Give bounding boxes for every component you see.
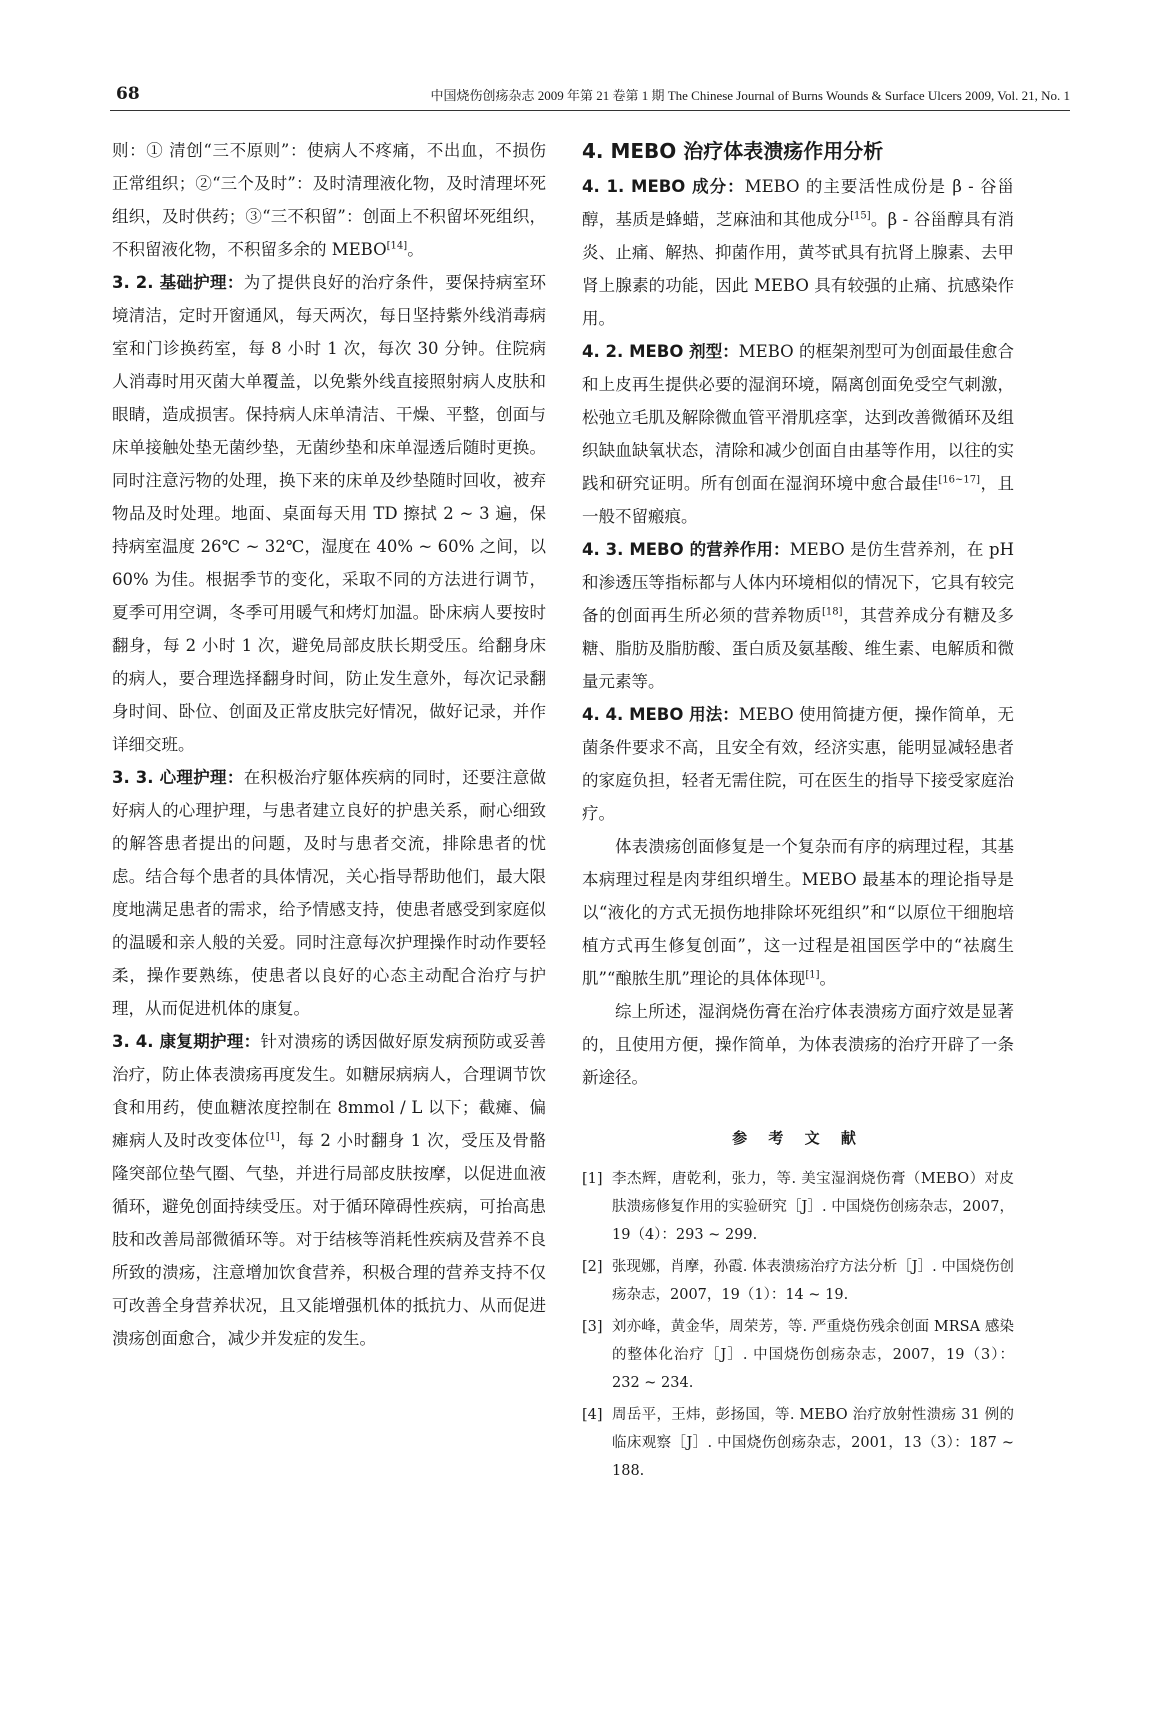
- paragraph-principles: [112, 134, 546, 266]
- left-column: [112, 134, 546, 1355]
- paragraph-text: ，每 2 小时翻身 1 次，受压及骨骼隆突部位垫气圈、气垫，并进行局部皮肤按摩，以促进血液循环，避免创面持续受压。对于循环障碍性疾病，可抬高患肢和改善局部微循环等。对于结核等消耗性疾病及营养不良所致的溃疡，注意增加饮食营养，积极合理的营养支持不仅可改善全身营养状况，且又能增强机体的抵抗力、从而促进溃疡创面愈合，减少并发症的发生。: [112, 1131, 546, 1348]
- right-column: [582, 134, 1014, 1489]
- references-heading: 参 考 文 献: [732, 1129, 864, 1147]
- reference-text: 张现娜，肖摩，孙霞. 体表溃疡治疗方法分析［J］. 中国烧伤创疡杂志，2007，19（1）：14 ~ 19.: [612, 1259, 1014, 1303]
- subsection-title: 3. 4. 康复期护理：: [112, 1032, 261, 1051]
- citation: [16~17]: [938, 474, 981, 486]
- paragraph-text: ，且一般不留瘢痕。: [582, 474, 1015, 526]
- paragraph-tail: 。: [819, 969, 836, 988]
- paragraph-text: MEBO 是仿生营养剂，在 pH 和渗透压等指标都与人体内环境相似的情况下，它具有较完备的创面再生所必须的营养物质: [582, 540, 1014, 625]
- citation: [1]: [805, 969, 820, 981]
- reference-text: 李杰辉，唐乾利，张力，等. 美宝湿润烧伤膏（MEBO）对皮肤溃疡修复作用的实验研究［J］. 中国烧伤创疡杂志，2007，19（4）：293 ~ 299.: [612, 1171, 1014, 1243]
- subsection-title: 4. 2. MEBO 剂型：: [582, 342, 739, 361]
- citation: [18]: [822, 606, 843, 618]
- reference-item: [582, 1165, 1014, 1249]
- paragraph-text: 为了提供良好的治疗条件，要保持病室环境清洁，定时开窗通风，每天两次，每日坚持紫外线消毒病室和门诊换药室，每 8 小时 1 次，每次 30 分钟。住院病人消毒时用灭菌大单覆盖，以免紫外线直接照射病人皮肤和眼睛，造成损害。保持病人床单清洁、干燥、平整，创面与床单接触处垫无菌纱垫，无菌纱垫和床单湿透后随时更换。同时注意污物的处理，换下来的床单及纱垫随时回收，被弃物品及时处理。地面、桌面每天用 TD 擦拭 2 ~ 3 遍，保持病室温度 26℃ ~ 32℃，湿度在 40% ~ 60% 之间，以 60% 为佳。根据季节的变化，采取不同的方法进行调节，夏季可用空调，冬季可用暖气和烤灯加温。卧床病人要按时翻身，每 2 小时 1 次，避免局部皮肤长期受压。给翻身床的病人，要合理选择翻身时间，防止发生意外，每次记录翻身时间、卧位、创面及正常皮肤完好情况，做好记录，并作详细交班。: [112, 273, 546, 754]
- reference-text: 刘亦峰，黄金华，周荣芳，等. 严重烧伤残余创面 MRSA 感染的整体化治疗［J］. 中国烧伤创疡杂志，2007，19（3）：232 ~ 234.: [612, 1319, 1014, 1391]
- section-4-title: 4. MEBO 治疗体表溃疡作用分析: [582, 139, 884, 163]
- section-4-2: [582, 335, 1014, 533]
- reference-number: [4]: [582, 1407, 603, 1423]
- paragraph-text: 在积极治疗躯体疾病的同时，还要注意做好病人的心理护理，与患者建立良好的护患关系，耐心细致的解答患者提出的问题，及时与患者交流，排除患者的忧虑。结合每个患者的具体情况，关心指导帮助他们，最大限度地满足患者的需求，给予情感支持，使患者感受到家庭似的温暖和亲人般的关爱。同时注意每次护理操作时动作要轻柔，操作要熟练，使患者以良好的心态主动配合治疗与护理，从而促进机体的康复。: [112, 768, 546, 1018]
- journal-running-head: 中国烧伤创疡杂志 2009 年第 21 卷第 1 期 The Chinese Journal of Burns Wounds & Surface Ulcers 2009, Vol. 21, No. 1: [430, 88, 1070, 103]
- reference-item: [582, 1401, 1014, 1485]
- subsection-title: 4. 3. MEBO 的营养作用：: [582, 540, 790, 559]
- citation: [14]: [386, 240, 408, 252]
- subsection-title: 4. 1. MEBO 成分：: [582, 177, 745, 196]
- paragraph-tail: 。: [407, 240, 424, 259]
- subsection-title: 3. 3. 心理护理：: [112, 768, 244, 787]
- subsection-title: 4. 4. MEBO 用法：: [582, 705, 739, 724]
- reference-text: 周岳平，王炜，彭扬国，等. MEBO 治疗放射性溃疡 31 例的临床观察［J］. 中国烧伤创疡杂志，2001，13（3）：187 ~ 188.: [612, 1407, 1014, 1479]
- references-list: [582, 1165, 1014, 1485]
- section-3-3: [112, 761, 546, 1025]
- citation: [15]: [850, 210, 871, 222]
- section-4-3: [582, 533, 1014, 698]
- paragraph-text: MEBO 的主要活性成份是 β - 谷甾醇，基质是蜂蜡，芝麻油和其他成分: [582, 177, 1014, 229]
- page-number: 68: [116, 84, 140, 104]
- paragraph-text: ，其营养成分有糖及多糖、脂肪及脂肪酸、蛋白质及氨基酸、维生素、电解质和微量元素等。: [582, 606, 1015, 691]
- paragraph-conclusion: 综上所述，湿润烧伤膏在治疗体表溃疡方面疗效是显著的，且使用方便，操作简单，为体表溃疡的治疗开辟了一条新途径。: [582, 1002, 1014, 1087]
- paragraph-text: 。β - 谷甾醇具有消炎、止痛、解热、抑菌作用，黄芩甙具有抗肾上腺素、去甲肾上腺素的功能，因此 MEBO 具有较强的止痛、抗感染作用。: [582, 210, 1015, 328]
- section-3-4: [112, 1025, 546, 1355]
- section-4-1: [582, 170, 1014, 335]
- paragraph-text: 则：① 清创“三不原则”：使病人不疼痛，不出血，不损伤正常组织；②“三个及时”：及时清理液化物，及时清理坏死组织，及时供药；③“三不积留”：创面上不积留坏死组织，不积留液化物，不积留多余的 MEBO: [112, 141, 546, 259]
- paragraph-text: 针对溃疡的诱因做好原发病预防或妥善治疗，防止体表溃疡再度发生。如糖尿病病人，合理调节饮食和用药，使血糖浓度控制在 8mmol / L 以下；截瘫、偏瘫病人及时改变体位: [112, 1032, 546, 1150]
- reference-number: [3]: [582, 1319, 603, 1335]
- reference-item: [582, 1253, 1014, 1309]
- subsection-title: 3. 2. 基础护理：: [112, 273, 244, 292]
- reference-item: [582, 1313, 1014, 1397]
- reference-number: [1]: [582, 1171, 603, 1187]
- paragraph-text: MEBO 的框架剂型可为创面最佳愈合和上皮再生提供必要的湿润环境，隔离创面免受空气刺激，松弛立毛肌及解除微血管平滑肌痉挛，达到改善微循环及组织缺血缺氧状态，清除和减少创面自由基等作用，以往的实践和研究证明。所有创面在湿润环境中愈合最佳: [582, 342, 1014, 493]
- reference-number: [2]: [582, 1259, 603, 1275]
- running-header: [110, 84, 1070, 111]
- citation: [1]: [265, 1131, 280, 1143]
- section-4-4: [582, 698, 1014, 830]
- paragraph-text: 体表溃疡创面修复是一个复杂而有序的病理过程，其基本病理过程是肉芽组织增生。MEBO 最基本的理论指导是以“液化的方式无损伤地排除坏死组织”和“以原位干细胞培植方式再生修复创面”，这一过程是祖国医学中的“祛腐生肌”“酿脓生肌”理论的具体体现: [582, 837, 1014, 988]
- paragraph-discussion: [582, 830, 1014, 995]
- section-3-2: [112, 266, 546, 761]
- paragraph-text: MEBO 使用简捷方便，操作简单，无菌条件要求不高，且安全有效，经济实惠，能明显减轻患者的家庭负担，轻者无需住院，可在医生的指导下接受家庭治疗。: [582, 705, 1014, 823]
